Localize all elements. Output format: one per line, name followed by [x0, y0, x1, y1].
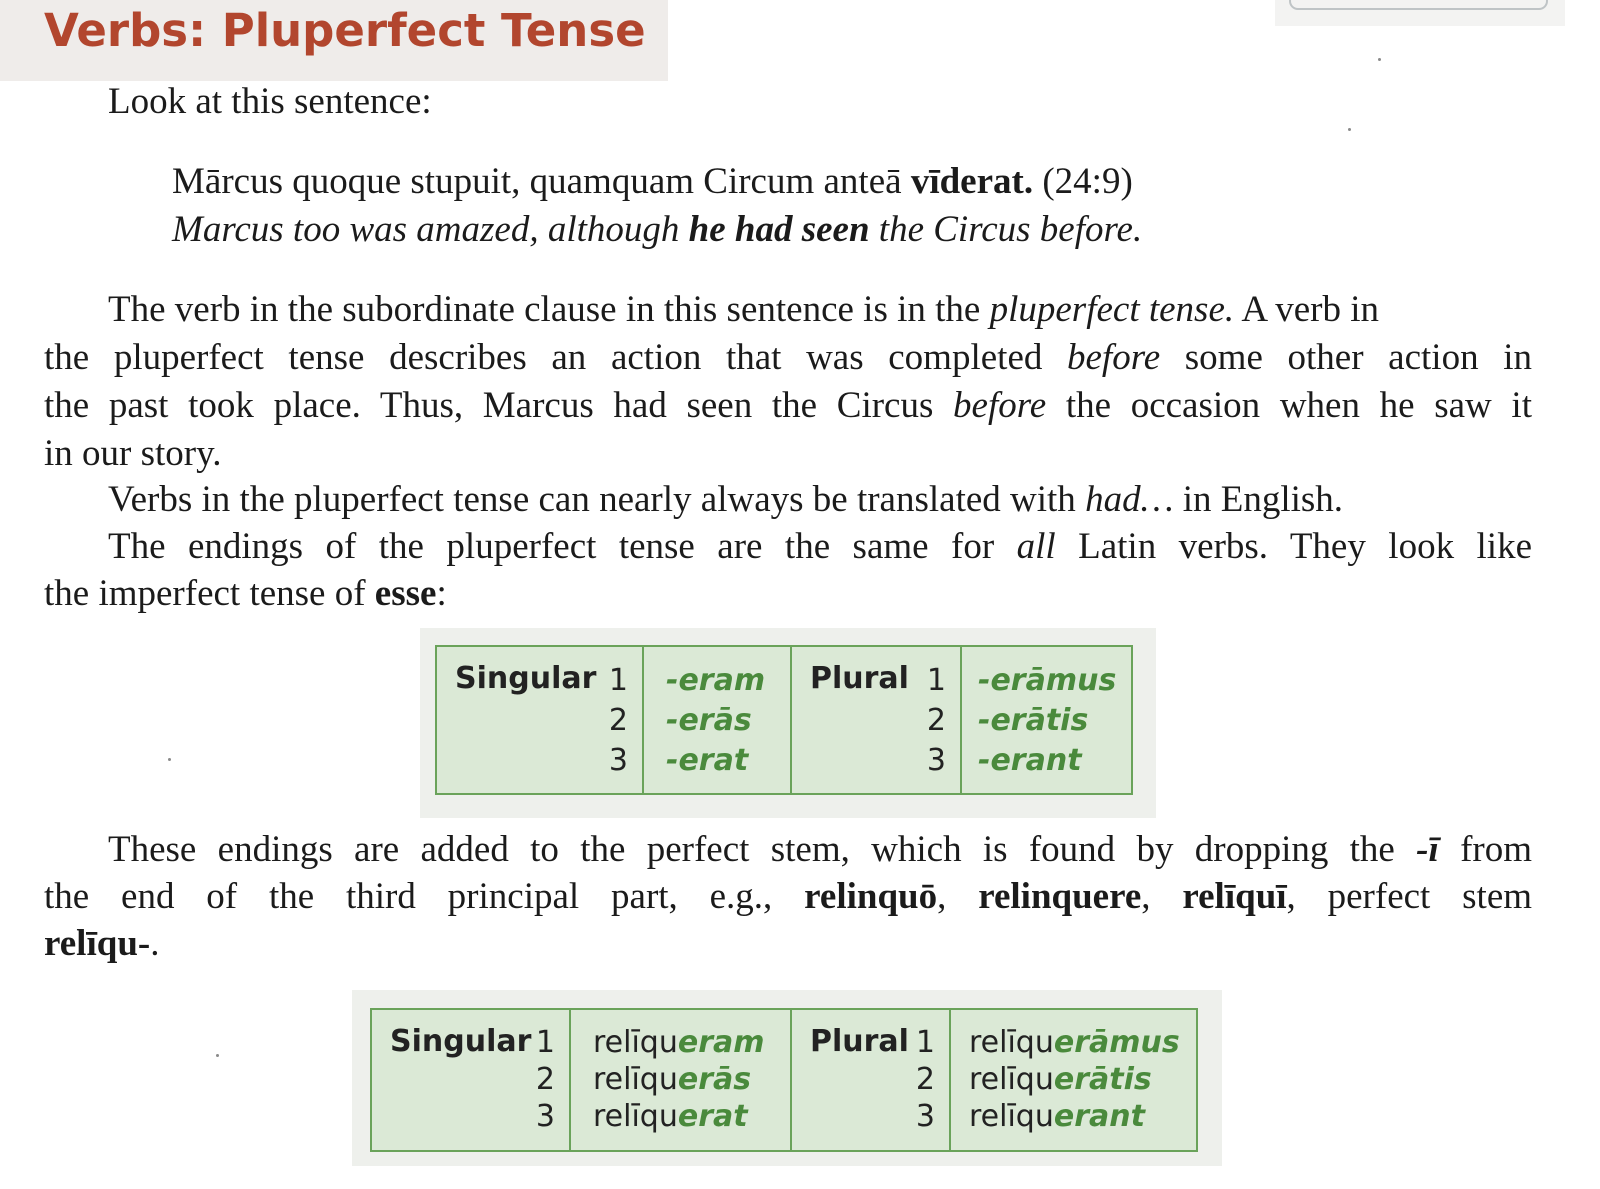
text: the end of the third principal part, e.g., [44, 876, 805, 917]
person-2: 2 [926, 703, 946, 738]
form [969, 1098, 1180, 1135]
plural-endings [978, 661, 1116, 781]
singular-forms-cell [569, 1010, 790, 1150]
person-numbers [916, 1024, 935, 1135]
text: the pluperfect tense describes an action that was completed [44, 337, 1067, 378]
stem: relīqu [969, 1025, 1054, 1060]
text: Verbs in the pluperfect tense can nearly always be translated with [108, 479, 1086, 520]
corner-decoration [1275, 0, 1565, 26]
text: the past took place. Thus, Marcus had seen the Circus [44, 385, 954, 426]
singular-endings [666, 661, 765, 781]
para1-line3 [44, 382, 1532, 430]
form [969, 1024, 1180, 1061]
person-2: 2 [535, 1062, 555, 1097]
ending: -erant [978, 743, 1082, 778]
para4-line2 [44, 873, 1532, 921]
text: These endings are added to the perfect stem, which is found by dropping the [108, 829, 1417, 870]
singular-forms [593, 1024, 765, 1135]
singular-endings-cell [642, 647, 790, 793]
plural-label-cell [790, 647, 960, 793]
person-3: 3 [915, 1099, 935, 1134]
latin-text: Mārcus quoque stupuit, quamquam Circum anteā [172, 161, 911, 202]
latin-verb: vīderat. [910, 161, 1034, 202]
text: some other action in [1160, 337, 1532, 378]
ending: erāmus [1053, 1025, 1180, 1060]
para1-line1 [108, 286, 1532, 334]
text: The verb in the subordinate clause in this sentence is in the [108, 289, 990, 330]
text: the occasion when he saw it [1046, 385, 1532, 426]
ending: -erātis [978, 703, 1089, 738]
text: Latin verbs. They look like [1055, 526, 1532, 567]
ending: erant [1053, 1099, 1145, 1134]
stem: relīqu [969, 1062, 1054, 1097]
text: the imperfect tense of [44, 573, 375, 614]
plural-label: Plural [810, 661, 909, 696]
english-text: Marcus too was amazed, although [172, 209, 689, 250]
person-2: 2 [915, 1062, 935, 1097]
ending: -ī [1416, 829, 1439, 870]
intro-text: Look at this sentence: [108, 81, 432, 122]
perfect-stem: relīqu- [44, 923, 151, 964]
text: , perfect stem [1286, 876, 1533, 917]
text: in English. [1173, 479, 1344, 520]
text: : [436, 573, 447, 614]
principal-part-3: relīquī [1182, 876, 1287, 917]
person-2: 2 [608, 703, 628, 738]
ending: -erās [666, 703, 752, 738]
singular-label: Singular [390, 1024, 532, 1059]
principal-part-2: relinquere [978, 876, 1142, 917]
plural-label: Plural [810, 1024, 909, 1059]
person-1: 1 [608, 663, 628, 698]
corner-frame [1289, 0, 1548, 10]
text: A verb in [1234, 289, 1380, 330]
ending: -erāmus [978, 663, 1117, 698]
form [593, 1024, 765, 1061]
ending: -eram [666, 663, 766, 698]
singular-label: Singular [455, 661, 597, 696]
person-3: 3 [926, 743, 946, 778]
latin-reference: (24:9) [1033, 161, 1133, 202]
latin-word: esse [374, 573, 437, 614]
ending: erat [677, 1099, 748, 1134]
speck [1378, 58, 1381, 61]
separator: , [937, 876, 979, 917]
stem: relīqu [593, 1062, 678, 1097]
para4-line1 [108, 826, 1532, 874]
form [593, 1098, 765, 1135]
stem: relīqu [969, 1099, 1054, 1134]
para1-line4: in our story. [44, 433, 222, 474]
english-verb: he had seen [688, 209, 870, 250]
principal-part-1: relinquō [804, 876, 938, 917]
emphasis: before [1067, 337, 1161, 378]
plural-forms-cell [949, 1010, 1196, 1150]
ending: -erat [666, 743, 749, 778]
para3-line2 [44, 570, 447, 618]
example-english [172, 206, 1142, 254]
text: from [1438, 829, 1532, 870]
singular-label-cell [437, 647, 642, 793]
para1-l1 [108, 286, 1379, 334]
form [969, 1061, 1180, 1098]
person-3: 3 [608, 743, 628, 778]
english-text-end: the Circus before. [869, 209, 1143, 250]
person-numbers [536, 1024, 555, 1135]
page-title: Verbs: Pluperfect Tense [44, 4, 646, 57]
person-1: 1 [535, 1025, 555, 1060]
plural-forms [969, 1024, 1180, 1135]
ending: erātis [1053, 1062, 1152, 1097]
person-3: 3 [535, 1099, 555, 1134]
plural-label-cell [790, 1010, 949, 1150]
speck [168, 758, 171, 761]
emphasis: before [953, 385, 1047, 426]
speck [1348, 128, 1351, 131]
ending: erās [677, 1062, 752, 1097]
separator: , [1141, 876, 1183, 917]
singular-label-cell [372, 1010, 569, 1150]
example-latin [172, 158, 1133, 206]
para2 [108, 476, 1343, 524]
text: The endings of the pluperfect tense are the same for [108, 526, 1017, 567]
para1-line2 [44, 334, 1532, 382]
stem: relīqu [593, 1025, 678, 1060]
emphasis: all [1016, 526, 1056, 567]
para3-line1 [108, 523, 1532, 571]
speck [216, 1054, 219, 1057]
text: . [150, 923, 160, 964]
form [593, 1061, 765, 1098]
emphasis: had… [1085, 479, 1174, 520]
person-1: 1 [926, 663, 946, 698]
term: pluperfect tense. [989, 289, 1235, 330]
ending: eram [677, 1025, 765, 1060]
plural-endings-cell [960, 647, 1131, 793]
person-1: 1 [915, 1025, 935, 1060]
conjugation-table [370, 1008, 1198, 1152]
para4-line3 [44, 920, 159, 968]
endings-table [435, 645, 1133, 795]
stem: relīqu [593, 1099, 678, 1134]
person-numbers [609, 661, 628, 781]
person-numbers [927, 661, 946, 781]
